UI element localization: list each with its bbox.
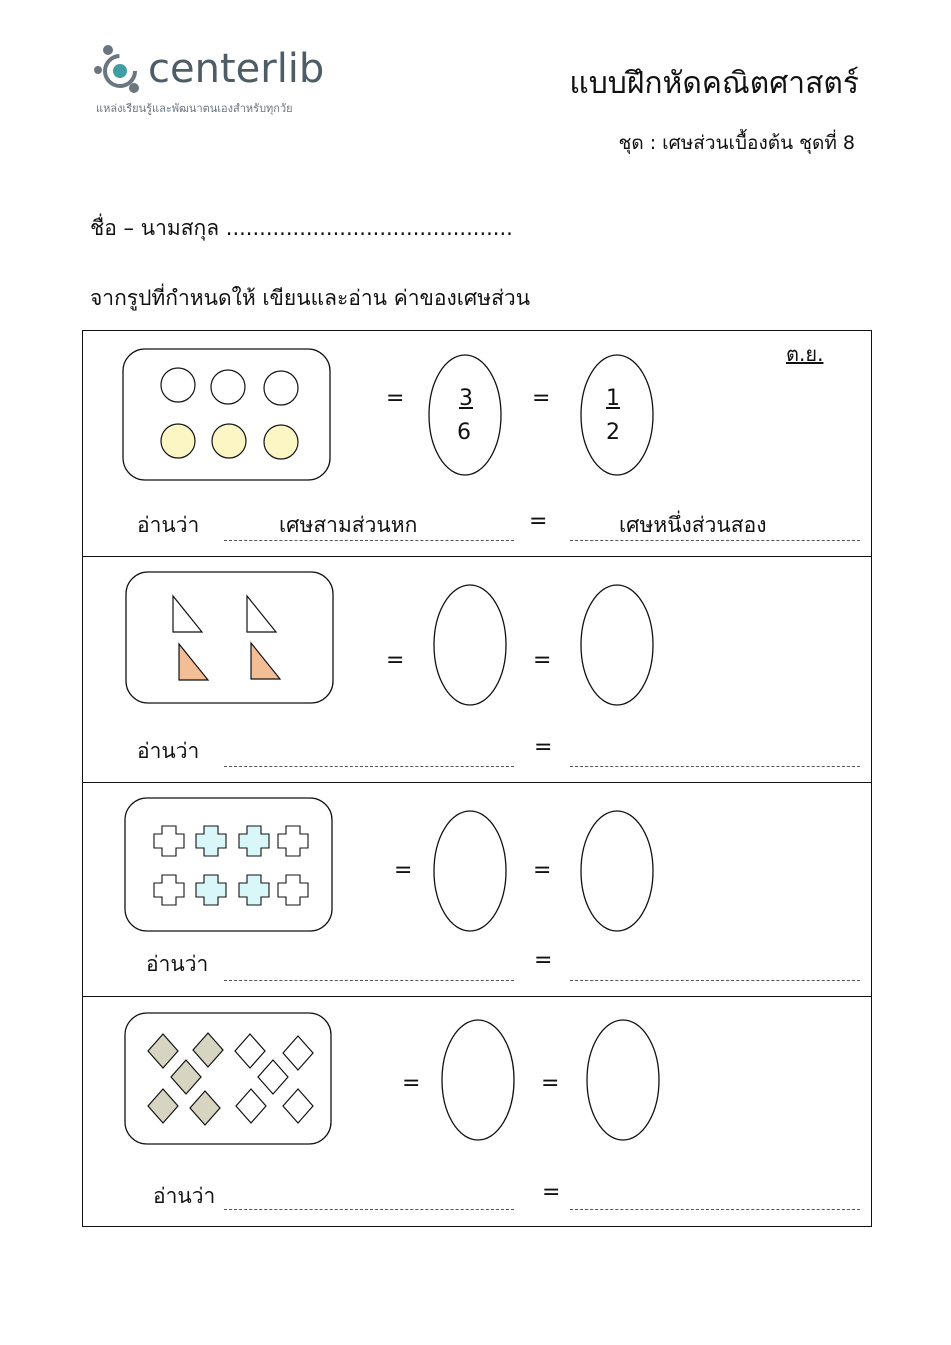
circle-shape: [211, 370, 245, 404]
fraction-oval: [581, 585, 653, 705]
picture-box: [125, 1013, 331, 1144]
picture-box: [126, 572, 333, 703]
fraction-oval: [434, 585, 506, 705]
logo-text: centerlib: [148, 46, 325, 92]
fraction-denominator: 2: [606, 420, 620, 445]
read-label: อ่านว่า: [153, 1184, 216, 1208]
answer-line: [224, 540, 514, 541]
instruction-text: จากรูปที่กำหนดให้ เขียนและอ่าน ค่าของเศษส่วน: [90, 286, 531, 310]
equals-sign: =: [532, 386, 551, 411]
read-label: อ่านว่า: [137, 513, 200, 537]
fraction-oval: [429, 355, 501, 475]
fraction-numerator: 3: [459, 386, 473, 411]
circle-shape: [161, 368, 195, 402]
equals-sign: =: [394, 858, 413, 883]
fraction-oval: [434, 811, 506, 931]
answer-line: [570, 540, 860, 541]
answer-line[interactable]: [224, 1209, 514, 1210]
answer-line[interactable]: [224, 766, 514, 767]
equals-sign: =: [386, 648, 405, 673]
equals-sign: =: [386, 386, 405, 411]
read-answer-2: เศษหนึ่งส่วนสอง: [619, 513, 767, 537]
equals-sign: =: [541, 1071, 560, 1096]
circle-shape: [264, 371, 298, 405]
equals-sign: =: [533, 648, 552, 673]
answer-line[interactable]: [224, 980, 514, 981]
fraction-oval: [442, 1020, 514, 1140]
fraction-oval: [581, 811, 653, 931]
page-title: แบบฝึกหัดคณิตศาสตร์: [569, 66, 859, 101]
equals-sign: =: [534, 948, 553, 973]
fraction-numerator: 1: [606, 386, 620, 411]
picture-box: [123, 349, 330, 480]
equals-sign: =: [534, 735, 553, 760]
circle-shape: [212, 424, 246, 458]
answer-line[interactable]: [570, 1209, 860, 1210]
page-subtitle: ชุด : เศษส่วนเบื้องต้น ชุดที่ 8: [618, 132, 855, 154]
answer-line[interactable]: [570, 766, 860, 767]
equals-sign: =: [542, 1180, 561, 1205]
logo-tagline: แหล่งเรียนรู้และพัฒนาตนเองสำหรับทุกวัย: [96, 102, 293, 115]
fraction-oval: [587, 1020, 659, 1140]
circle-shape: [161, 424, 195, 458]
example-label: ต.ย.: [786, 342, 824, 366]
read-label: อ่านว่า: [137, 739, 200, 763]
read-answer-1: เศษสามส่วนหก: [279, 513, 418, 537]
answer-line[interactable]: [570, 980, 860, 981]
fraction-denominator: 6: [457, 420, 471, 445]
picture-box: [125, 798, 332, 931]
equals-sign: =: [402, 1071, 421, 1096]
circle-shape: [264, 425, 298, 459]
fraction-oval: [581, 355, 653, 475]
name-field[interactable]: ชื่อ – นามสกุล ...........................................: [90, 216, 513, 240]
read-label: อ่านว่า: [146, 952, 209, 976]
equals-sign: =: [533, 858, 552, 883]
equals-sign: =: [529, 509, 548, 534]
